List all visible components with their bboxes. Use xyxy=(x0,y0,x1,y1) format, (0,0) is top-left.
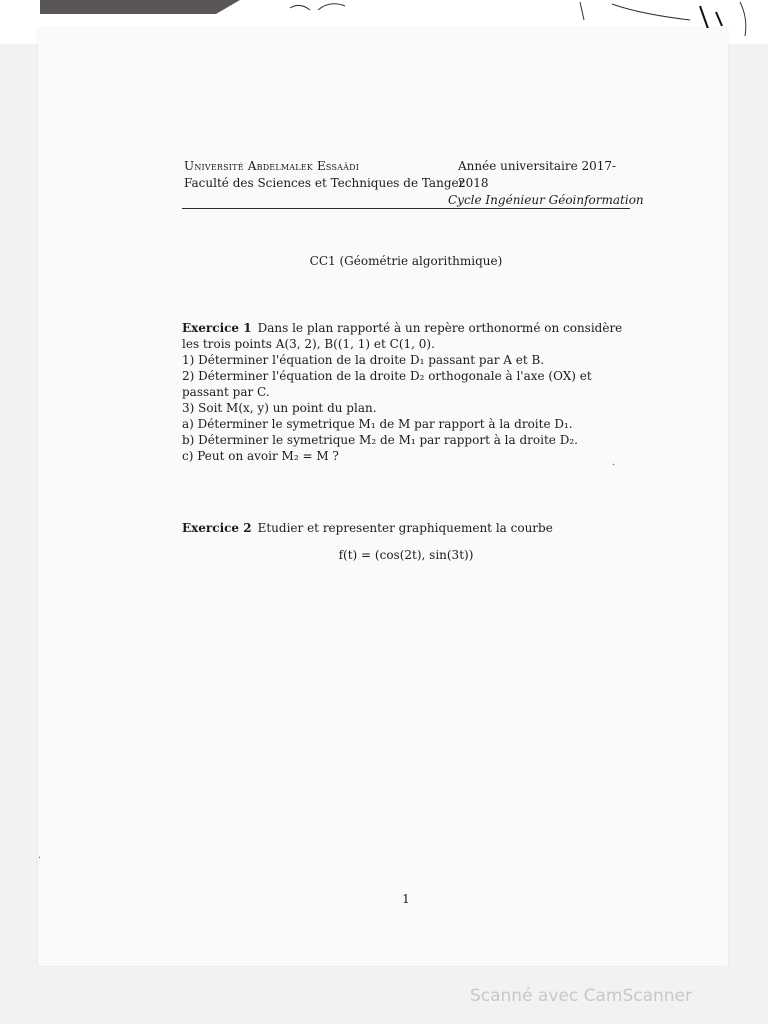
camscanner-watermark: Scanné avec CamScanner xyxy=(469,986,692,1006)
exercise-1-intro: Dans le plan rapporté à un repère orthonormé on considère les trois points A(3, 2), B((1, 1) et C(1, 0). xyxy=(182,321,623,351)
exam-title: CC1 (Géométrie algorithmique) xyxy=(309,254,503,268)
header-left xyxy=(184,158,464,192)
exercise-2 xyxy=(182,520,630,536)
speck-mark: · xyxy=(612,460,616,471)
header-rule xyxy=(182,208,630,209)
exercise-2-label: Exercice 2 xyxy=(182,521,252,535)
exercise-1-item: c) Peut on avoir M₂ = M ? xyxy=(182,449,339,463)
university-name: Université Abdelmalek Essaâdi xyxy=(184,159,360,173)
page-number: 1 xyxy=(402,892,410,906)
exercise-1 xyxy=(182,320,630,464)
academic-year: Année universitaire 2017-2018 xyxy=(458,159,617,190)
exercise-1-item: b) Déterminer le symetrique M₂ de M₁ par rapport à la droite D₂. xyxy=(182,433,578,447)
exercise-1-label: Exercice 1 xyxy=(182,321,252,335)
header-right xyxy=(448,158,644,209)
cycle-name: Cycle Ingénieur Géoinformation xyxy=(448,193,644,207)
exercise-1-item: a) Déterminer le symetrique M₁ de M par rapport à la droite D₁. xyxy=(182,417,573,431)
exercise-1-item: 1) Déterminer l'équation de la droite D₁ passant par A et B. xyxy=(182,353,545,367)
margin-mark: . xyxy=(38,850,42,861)
exercise-2-text: Etudier et representer graphiquement la courbe xyxy=(257,521,553,535)
exercise-1-item: 2) Déterminer l'équation de la droite D₂ orthogonale à l'axe (OX) et passant par C. xyxy=(182,369,592,399)
curve-formula: f(t) = (cos(2t), sin(3t)) xyxy=(338,548,474,562)
faculty-name: Faculté des Sciences et Techniques de Tanger xyxy=(184,176,465,190)
exercise-1-item: 3) Soit M(x, y) un point du plan. xyxy=(182,401,377,415)
